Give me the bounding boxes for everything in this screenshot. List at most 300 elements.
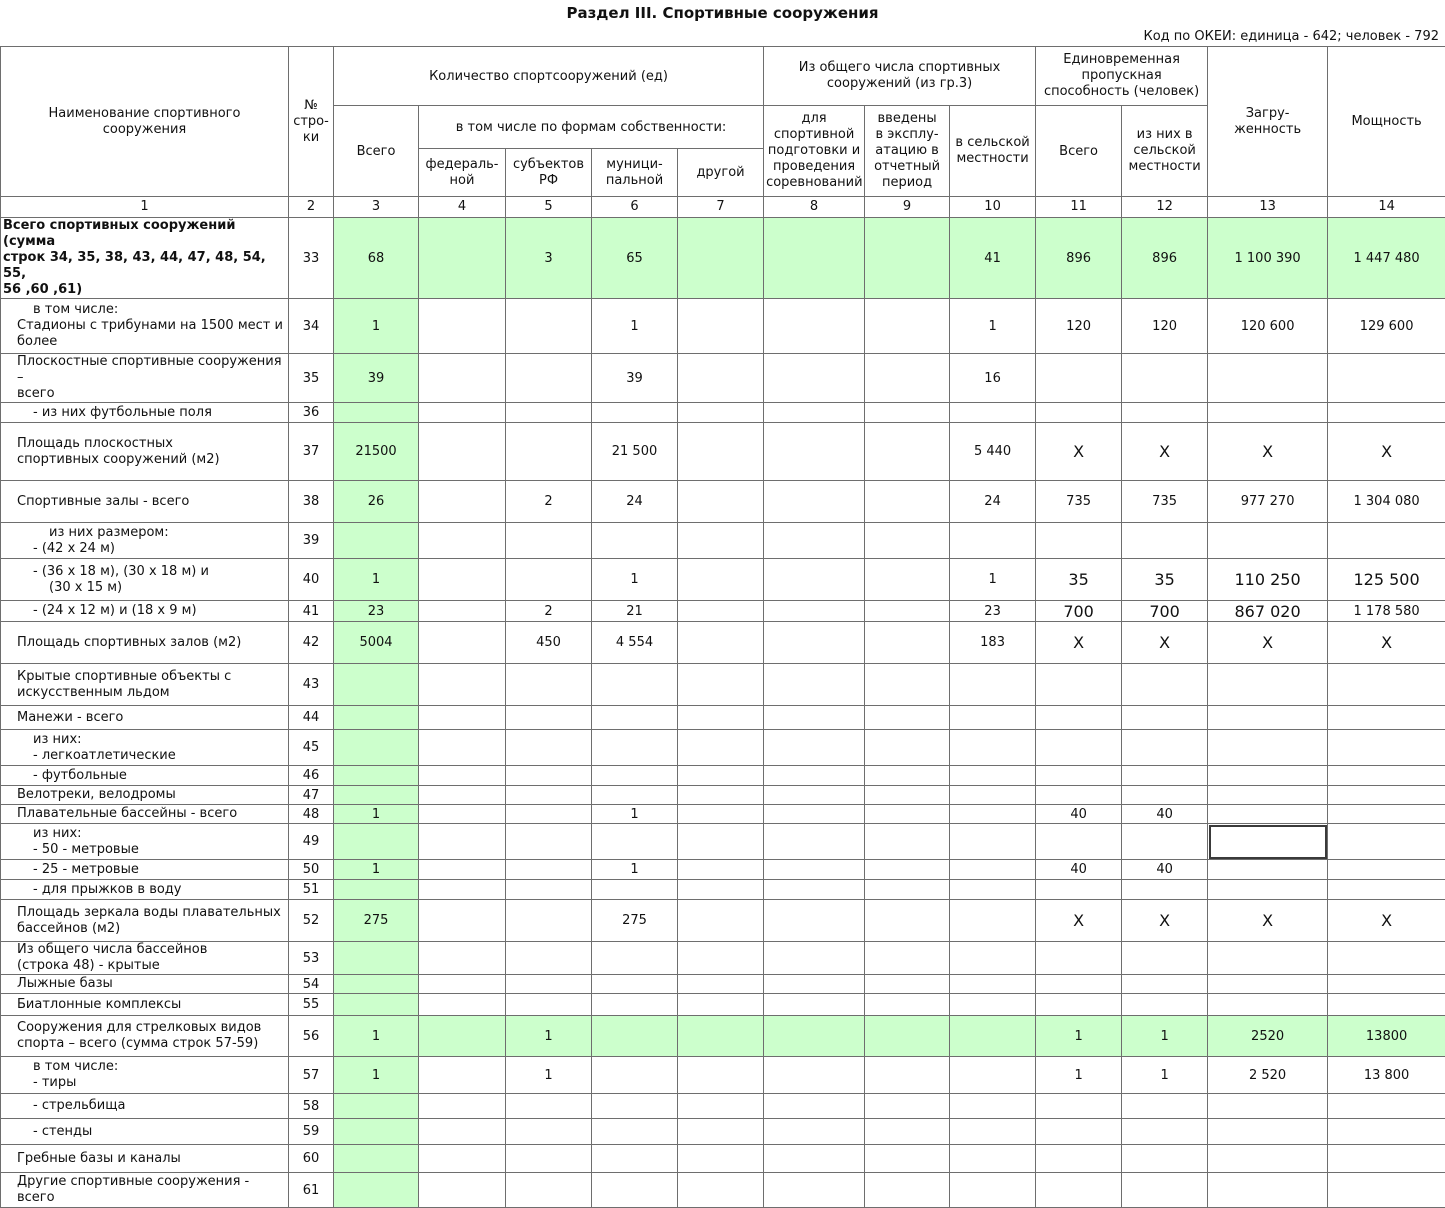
row-name[interactable]: - стенды	[1, 1119, 289, 1145]
cell-col-13[interactable]	[1208, 730, 1328, 766]
cell-col-8[interactable]	[764, 805, 865, 824]
cell-col-12[interactable]	[1122, 1119, 1208, 1145]
cell-col-7[interactable]	[678, 481, 764, 523]
cell-col-6[interactable]: 21 500	[592, 423, 678, 481]
cell-col-7[interactable]	[678, 423, 764, 481]
cell-col-14[interactable]	[1328, 786, 1445, 805]
cell-col-5[interactable]: 2	[506, 601, 592, 622]
cell-col-5[interactable]: 1	[506, 1016, 592, 1057]
cell-col-14[interactable]	[1328, 975, 1445, 994]
cell-col-4[interactable]	[419, 481, 506, 523]
cell-col-14[interactable]	[1328, 523, 1445, 559]
cell-col-8[interactable]	[764, 880, 865, 900]
cell-col-7[interactable]	[678, 1173, 764, 1208]
cell-col-7[interactable]	[678, 1094, 764, 1119]
cell-col-7[interactable]	[678, 1119, 764, 1145]
cell-col-6[interactable]	[592, 706, 678, 730]
cell-col-12[interactable]: 40	[1122, 860, 1208, 880]
cell-col-10[interactable]: 23	[950, 601, 1036, 622]
cell-col-13[interactable]: 2520	[1208, 1016, 1328, 1057]
cell-col-11[interactable]	[1036, 824, 1122, 860]
row-name[interactable]: Спортивные залы - всего	[1, 481, 289, 523]
cell-col-4[interactable]	[419, 403, 506, 423]
cell-col-4[interactable]	[419, 880, 506, 900]
cell-col-13[interactable]	[1208, 706, 1328, 730]
cell-col-11[interactable]	[1036, 403, 1122, 423]
cell-col-10[interactable]: 24	[950, 481, 1036, 523]
cell-col-3[interactable]	[334, 1094, 419, 1119]
cell-col-11[interactable]	[1036, 1119, 1122, 1145]
cell-col-13[interactable]	[1208, 786, 1328, 805]
cell-col-7[interactable]	[678, 559, 764, 601]
cell-col-14[interactable]	[1328, 994, 1445, 1016]
cell-col-8[interactable]	[764, 1094, 865, 1119]
cell-col-10[interactable]	[950, 706, 1036, 730]
cell-col-12[interactable]	[1122, 786, 1208, 805]
cell-col-7[interactable]	[678, 1016, 764, 1057]
cell-col-5[interactable]	[506, 1145, 592, 1173]
row-name[interactable]: из них размером: - (42 х 24 м)	[1, 523, 289, 559]
cell-col-10[interactable]	[950, 860, 1036, 880]
cell-col-7[interactable]	[678, 824, 764, 860]
cell-col-11[interactable]: 40	[1036, 805, 1122, 824]
cell-col-14[interactable]	[1328, 880, 1445, 900]
row-name[interactable]: Биатлонные комплексы	[1, 994, 289, 1016]
cell-col-5[interactable]	[506, 805, 592, 824]
cell-col-3[interactable]	[334, 786, 419, 805]
cell-col-5[interactable]	[506, 900, 592, 942]
cell-col-6[interactable]: 1	[592, 860, 678, 880]
cell-col-8[interactable]	[764, 1016, 865, 1057]
cell-col-14[interactable]: 1 447 480	[1328, 218, 1445, 299]
cell-col-6[interactable]	[592, 664, 678, 706]
cell-col-14[interactable]: 1 178 580	[1328, 601, 1445, 622]
cell-col-8[interactable]	[764, 1173, 865, 1208]
cell-col-8[interactable]	[764, 1145, 865, 1173]
row-name[interactable]: - (36 х 18 м), (30 х 18 м) и (30 х 15 м)	[1, 559, 289, 601]
cell-col-7[interactable]	[678, 766, 764, 786]
cell-col-4[interactable]	[419, 559, 506, 601]
cell-col-3[interactable]: 26	[334, 481, 419, 523]
cell-col-14[interactable]: Х	[1328, 900, 1445, 942]
cell-col-10[interactable]	[950, 942, 1036, 975]
cell-col-12[interactable]: 40	[1122, 805, 1208, 824]
cell-col-14[interactable]	[1328, 1145, 1445, 1173]
cell-col-4[interactable]	[419, 860, 506, 880]
cell-col-5[interactable]	[506, 1094, 592, 1119]
row-name[interactable]: в том числе: Стадионы с трибунами на 1500 мест и более	[1, 299, 289, 354]
cell-col-11[interactable]	[1036, 523, 1122, 559]
cell-col-10[interactable]	[950, 975, 1036, 994]
cell-col-11[interactable]	[1036, 786, 1122, 805]
cell-col-13[interactable]	[1208, 1173, 1328, 1208]
cell-col-14[interactable]: 125 500	[1328, 559, 1445, 601]
cell-col-4[interactable]	[419, 1145, 506, 1173]
cell-col-13[interactable]	[1208, 1119, 1328, 1145]
cell-col-5[interactable]	[506, 860, 592, 880]
cell-col-11[interactable]: Х	[1036, 900, 1122, 942]
cell-col-10[interactable]	[950, 994, 1036, 1016]
row-name[interactable]: - из них футбольные поля	[1, 403, 289, 423]
cell-col-10[interactable]: 5 440	[950, 423, 1036, 481]
cell-col-9[interactable]	[865, 880, 950, 900]
row-name[interactable]: Гребные базы и каналы	[1, 1145, 289, 1173]
cell-col-8[interactable]	[764, 730, 865, 766]
cell-col-10[interactable]	[950, 1057, 1036, 1094]
cell-col-4[interactable]	[419, 942, 506, 975]
cell-col-8[interactable]	[764, 1119, 865, 1145]
cell-col-8[interactable]	[764, 403, 865, 423]
cell-col-9[interactable]	[865, 403, 950, 423]
cell-col-4[interactable]	[419, 805, 506, 824]
cell-col-7[interactable]	[678, 354, 764, 403]
cell-col-5[interactable]	[506, 994, 592, 1016]
cell-col-6[interactable]: 1	[592, 805, 678, 824]
cell-col-3[interactable]	[334, 824, 419, 860]
row-name[interactable]: Лыжные базы	[1, 975, 289, 994]
cell-col-6[interactable]	[592, 1057, 678, 1094]
row-name[interactable]: - для прыжков в воду	[1, 880, 289, 900]
cell-col-14[interactable]: Х	[1328, 423, 1445, 481]
row-name[interactable]: - футбольные	[1, 766, 289, 786]
cell-col-9[interactable]	[865, 354, 950, 403]
cell-col-8[interactable]	[764, 786, 865, 805]
cell-col-4[interactable]	[419, 786, 506, 805]
cell-col-10[interactable]	[950, 900, 1036, 942]
cell-col-11[interactable]	[1036, 1094, 1122, 1119]
cell-col-3[interactable]: 1	[334, 1016, 419, 1057]
cell-col-4[interactable]	[419, 1016, 506, 1057]
cell-col-8[interactable]	[764, 975, 865, 994]
cell-col-4[interactable]	[419, 299, 506, 354]
row-name[interactable]: в том числе: - тиры	[1, 1057, 289, 1094]
cell-col-6[interactable]	[592, 824, 678, 860]
cell-col-6[interactable]	[592, 1119, 678, 1145]
cell-col-9[interactable]	[865, 481, 950, 523]
cell-col-4[interactable]	[419, 766, 506, 786]
cell-col-10[interactable]: 41	[950, 218, 1036, 299]
cell-col-3[interactable]	[334, 403, 419, 423]
cell-col-13[interactable]	[1208, 664, 1328, 706]
cell-col-13[interactable]: Х	[1208, 423, 1328, 481]
cell-col-9[interactable]	[865, 1057, 950, 1094]
cell-col-11[interactable]: 735	[1036, 481, 1122, 523]
cell-col-5[interactable]	[506, 1173, 592, 1208]
cell-col-3[interactable]: 5004	[334, 622, 419, 664]
cell-col-7[interactable]	[678, 860, 764, 880]
cell-col-3[interactable]	[334, 730, 419, 766]
cell-col-8[interactable]	[764, 218, 865, 299]
cell-col-10[interactable]	[950, 1119, 1036, 1145]
cell-col-7[interactable]	[678, 218, 764, 299]
cell-col-3[interactable]: 1	[334, 805, 419, 824]
cell-col-8[interactable]	[764, 706, 865, 730]
cell-col-6[interactable]	[592, 880, 678, 900]
cell-col-12[interactable]: 120	[1122, 299, 1208, 354]
cell-col-7[interactable]	[678, 706, 764, 730]
cell-col-9[interactable]	[865, 900, 950, 942]
cell-col-7[interactable]	[678, 1057, 764, 1094]
cell-col-13[interactable]: 1 100 390	[1208, 218, 1328, 299]
cell-col-9[interactable]	[865, 805, 950, 824]
cell-col-13[interactable]: 977 270	[1208, 481, 1328, 523]
cell-col-4[interactable]	[419, 354, 506, 403]
row-name[interactable]: Площадь зеркала воды плавательных бассейнов (м2)	[1, 900, 289, 942]
cell-col-12[interactable]: 1	[1122, 1016, 1208, 1057]
cell-col-5[interactable]	[506, 942, 592, 975]
cell-col-4[interactable]	[419, 1057, 506, 1094]
cell-col-7[interactable]	[678, 786, 764, 805]
cell-col-10[interactable]	[950, 805, 1036, 824]
row-name[interactable]: Другие спортивные сооружения - всего	[1, 1173, 289, 1208]
cell-col-12[interactable]	[1122, 730, 1208, 766]
cell-col-14[interactable]	[1328, 354, 1445, 403]
cell-col-4[interactable]	[419, 900, 506, 942]
cell-col-3[interactable]	[334, 994, 419, 1016]
cell-col-14[interactable]	[1328, 805, 1445, 824]
cell-col-10[interactable]: 1	[950, 559, 1036, 601]
cell-col-6[interactable]	[592, 523, 678, 559]
cell-col-3[interactable]	[334, 664, 419, 706]
row-name[interactable]: из них: - легкоатлетические	[1, 730, 289, 766]
cell-col-11[interactable]	[1036, 1145, 1122, 1173]
cell-col-7[interactable]	[678, 975, 764, 994]
cell-col-9[interactable]	[865, 1173, 950, 1208]
cell-col-11[interactable]: Х	[1036, 423, 1122, 481]
cell-col-5[interactable]	[506, 1119, 592, 1145]
cell-col-14[interactable]: 13 800	[1328, 1057, 1445, 1094]
cell-col-7[interactable]	[678, 523, 764, 559]
cell-col-9[interactable]	[865, 601, 950, 622]
cell-col-10[interactable]	[950, 766, 1036, 786]
cell-col-11[interactable]: 120	[1036, 299, 1122, 354]
cell-col-4[interactable]	[419, 975, 506, 994]
cell-col-14[interactable]: 1 304 080	[1328, 481, 1445, 523]
cell-col-12[interactable]	[1122, 1094, 1208, 1119]
cell-col-3[interactable]	[334, 1173, 419, 1208]
cell-col-11[interactable]	[1036, 706, 1122, 730]
cell-col-6[interactable]	[592, 975, 678, 994]
row-name[interactable]: Площадь плоскостных спортивных сооружений (м2)	[1, 423, 289, 481]
cell-col-11[interactable]: Х	[1036, 622, 1122, 664]
cell-col-10[interactable]	[950, 523, 1036, 559]
cell-col-4[interactable]	[419, 1119, 506, 1145]
cell-col-8[interactable]	[764, 622, 865, 664]
cell-col-5[interactable]: 2	[506, 481, 592, 523]
cell-col-12[interactable]: Х	[1122, 622, 1208, 664]
cell-col-13[interactable]: Х	[1208, 622, 1328, 664]
cell-col-6[interactable]	[592, 1173, 678, 1208]
cell-col-14[interactable]	[1328, 706, 1445, 730]
cell-col-9[interactable]	[865, 1094, 950, 1119]
cell-col-10[interactable]: 183	[950, 622, 1036, 664]
cell-col-3[interactable]	[334, 1119, 419, 1145]
cell-col-8[interactable]	[764, 299, 865, 354]
cell-col-8[interactable]	[764, 664, 865, 706]
cell-col-13[interactable]	[1208, 523, 1328, 559]
cell-col-8[interactable]	[764, 523, 865, 559]
cell-col-12[interactable]	[1122, 880, 1208, 900]
cell-col-7[interactable]	[678, 942, 764, 975]
cell-col-3[interactable]: 275	[334, 900, 419, 942]
cell-col-13[interactable]	[1208, 1094, 1328, 1119]
cell-col-10[interactable]	[950, 786, 1036, 805]
cell-col-3[interactable]	[334, 942, 419, 975]
cell-col-13[interactable]: Х	[1208, 900, 1328, 942]
cell-col-6[interactable]	[592, 1016, 678, 1057]
cell-col-4[interactable]	[419, 664, 506, 706]
cell-col-3[interactable]: 23	[334, 601, 419, 622]
cell-col-6[interactable]	[592, 786, 678, 805]
cell-col-14[interactable]	[1328, 1173, 1445, 1208]
cell-col-9[interactable]	[865, 299, 950, 354]
cell-col-7[interactable]	[678, 1145, 764, 1173]
cell-col-3[interactable]: 39	[334, 354, 419, 403]
cell-col-13[interactable]	[1208, 880, 1328, 900]
cell-col-6[interactable]: 1	[592, 559, 678, 601]
cell-col-8[interactable]	[764, 766, 865, 786]
cell-col-11[interactable]	[1036, 766, 1122, 786]
cell-col-10[interactable]	[950, 880, 1036, 900]
cell-col-8[interactable]	[764, 423, 865, 481]
cell-col-5[interactable]	[506, 824, 592, 860]
cell-col-7[interactable]	[678, 299, 764, 354]
cell-col-10[interactable]: 1	[950, 299, 1036, 354]
cell-col-8[interactable]	[764, 601, 865, 622]
cell-col-12[interactable]: 35	[1122, 559, 1208, 601]
cell-col-12[interactable]	[1122, 1173, 1208, 1208]
cell-col-9[interactable]	[865, 218, 950, 299]
cell-col-9[interactable]	[865, 1145, 950, 1173]
cell-col-7[interactable]	[678, 900, 764, 942]
cell-col-3[interactable]: 68	[334, 218, 419, 299]
cell-col-11[interactable]	[1036, 664, 1122, 706]
cell-col-7[interactable]	[678, 994, 764, 1016]
row-name[interactable]: - стрельбища	[1, 1094, 289, 1119]
cell-col-4[interactable]	[419, 601, 506, 622]
cell-col-3[interactable]	[334, 880, 419, 900]
cell-col-9[interactable]	[865, 975, 950, 994]
cell-col-5[interactable]	[506, 664, 592, 706]
cell-col-5[interactable]	[506, 975, 592, 994]
row-name[interactable]: Площадь спортивных залов (м2)	[1, 622, 289, 664]
cell-col-8[interactable]	[764, 824, 865, 860]
cell-col-6[interactable]: 65	[592, 218, 678, 299]
cell-col-5[interactable]	[506, 706, 592, 730]
cell-col-10[interactable]	[950, 1016, 1036, 1057]
cell-col-12[interactable]	[1122, 994, 1208, 1016]
cell-col-10[interactable]	[950, 824, 1036, 860]
cell-col-10[interactable]	[950, 1145, 1036, 1173]
cell-col-11[interactable]: 35	[1036, 559, 1122, 601]
cell-col-6[interactable]	[592, 730, 678, 766]
cell-col-13[interactable]	[1208, 942, 1328, 975]
cell-col-13[interactable]	[1208, 805, 1328, 824]
cell-col-3[interactable]: 21500	[334, 423, 419, 481]
cell-col-13[interactable]	[1208, 1145, 1328, 1173]
cell-col-12[interactable]	[1122, 942, 1208, 975]
cell-col-7[interactable]	[678, 730, 764, 766]
cell-col-12[interactable]	[1122, 403, 1208, 423]
cell-col-12[interactable]	[1122, 824, 1208, 860]
cell-col-14[interactable]	[1328, 766, 1445, 786]
row-name[interactable]: - 25 - метровые	[1, 860, 289, 880]
cell-col-10[interactable]: 16	[950, 354, 1036, 403]
cell-col-4[interactable]	[419, 994, 506, 1016]
cell-col-13[interactable]	[1208, 860, 1328, 880]
cell-col-9[interactable]	[865, 786, 950, 805]
cell-col-12[interactable]: 735	[1122, 481, 1208, 523]
cell-col-4[interactable]	[419, 824, 506, 860]
cell-col-9[interactable]	[865, 942, 950, 975]
row-name[interactable]: Крытые спортивные объекты с искусственным льдом	[1, 664, 289, 706]
cell-col-5[interactable]	[506, 880, 592, 900]
cell-col-5[interactable]	[506, 559, 592, 601]
cell-col-7[interactable]	[678, 622, 764, 664]
cell-col-12[interactable]	[1122, 664, 1208, 706]
cell-col-4[interactable]	[419, 706, 506, 730]
cell-col-12[interactable]	[1122, 706, 1208, 730]
cell-col-11[interactable]	[1036, 730, 1122, 766]
cell-col-5[interactable]: 450	[506, 622, 592, 664]
cell-col-8[interactable]	[764, 1057, 865, 1094]
cell-col-10[interactable]	[950, 403, 1036, 423]
cell-col-4[interactable]	[419, 730, 506, 766]
cell-col-14[interactable]	[1328, 824, 1445, 860]
cell-col-8[interactable]	[764, 481, 865, 523]
cell-col-8[interactable]	[764, 994, 865, 1016]
cell-col-4[interactable]	[419, 622, 506, 664]
cell-col-4[interactable]	[419, 218, 506, 299]
cell-col-3[interactable]: 1	[334, 1057, 419, 1094]
cell-col-11[interactable]: 896	[1036, 218, 1122, 299]
cell-col-13[interactable]: 120 600	[1208, 299, 1328, 354]
cell-col-7[interactable]	[678, 403, 764, 423]
row-name[interactable]: - (24 х 12 м) и (18 х 9 м)	[1, 601, 289, 622]
cell-col-13[interactable]	[1208, 354, 1328, 403]
cell-col-3[interactable]: 1	[334, 299, 419, 354]
cell-col-9[interactable]	[865, 860, 950, 880]
cell-col-12[interactable]: Х	[1122, 423, 1208, 481]
row-name[interactable]: Из общего числа бассейнов (строка 48) - крытые	[1, 942, 289, 975]
cell-col-11[interactable]	[1036, 942, 1122, 975]
cell-col-9[interactable]	[865, 824, 950, 860]
cell-col-6[interactable]: 21	[592, 601, 678, 622]
cell-col-9[interactable]	[865, 994, 950, 1016]
cell-col-13[interactable]	[1208, 994, 1328, 1016]
cell-col-10[interactable]	[950, 1094, 1036, 1119]
cell-col-6[interactable]	[592, 403, 678, 423]
cell-col-13[interactable]	[1208, 403, 1328, 423]
cell-col-10[interactable]	[950, 730, 1036, 766]
row-name[interactable]: Велотреки, велодромы	[1, 786, 289, 805]
cell-col-11[interactable]	[1036, 975, 1122, 994]
cell-col-6[interactable]	[592, 942, 678, 975]
cell-col-14[interactable]: Х	[1328, 622, 1445, 664]
cell-col-5[interactable]	[506, 423, 592, 481]
cell-col-6[interactable]: 39	[592, 354, 678, 403]
cell-col-3[interactable]: 1	[334, 559, 419, 601]
cell-col-3[interactable]	[334, 1145, 419, 1173]
cell-col-12[interactable]	[1122, 354, 1208, 403]
cell-col-11[interactable]: 1	[1036, 1057, 1122, 1094]
cell-col-4[interactable]	[419, 1173, 506, 1208]
cell-col-4[interactable]	[419, 1094, 506, 1119]
cell-col-13[interactable]	[1208, 824, 1328, 860]
cell-col-13[interactable]: 110 250	[1208, 559, 1328, 601]
cell-col-3[interactable]	[334, 766, 419, 786]
cell-col-8[interactable]	[764, 559, 865, 601]
